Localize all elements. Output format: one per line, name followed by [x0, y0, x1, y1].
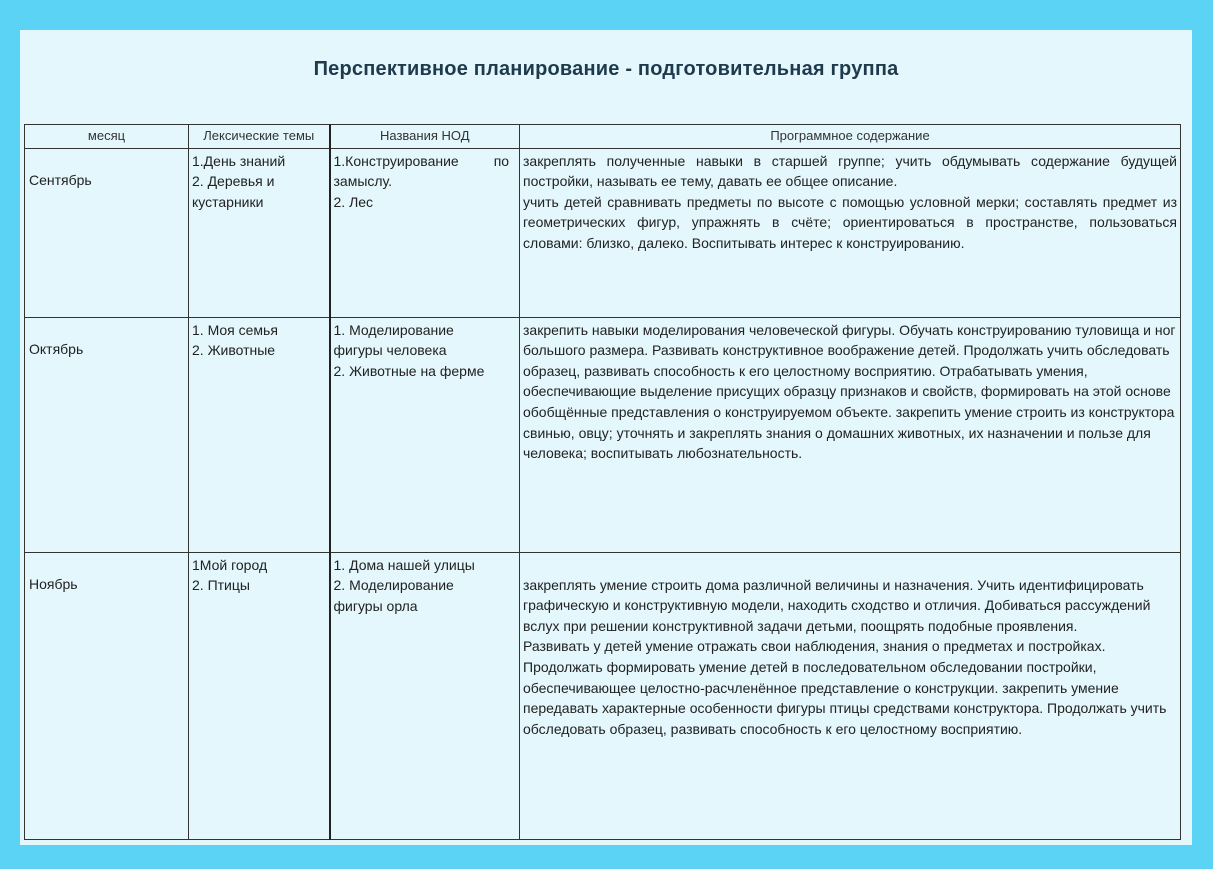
header-themes: Лексические темы — [189, 125, 330, 149]
content-paragraph: закреплять полученные навыки в старшей группе; учить обдумывать содержание будущей постройки, называть ее тему, давать ее общее описание. — [523, 152, 1177, 190]
nod-line: 2. Животные на ферме — [333, 362, 485, 379]
content-cell — [520, 317, 1181, 552]
nod-cell — [330, 148, 520, 317]
themes-cell — [189, 317, 330, 552]
table-row — [25, 317, 1181, 552]
page-title: Перспективное планирование - подготовительная группа — [313, 58, 899, 80]
nod-line: 2. Моделирование — [333, 577, 454, 594]
month-label: Сентябрь — [29, 171, 92, 188]
header-content: Программное содержание — [520, 125, 1181, 149]
nod-cell — [330, 552, 520, 839]
header-month: месяц — [25, 125, 189, 149]
theme-line: кустарники — [192, 193, 264, 210]
themes-cell — [189, 148, 330, 317]
nod-line: 1.Конструирование по — [333, 152, 510, 169]
month-label: Ноябрь — [29, 575, 78, 592]
theme-line: 2. Животные — [192, 342, 276, 359]
nod-line: замыслу. — [333, 173, 393, 190]
theme-line: 2. Птицы — [192, 577, 250, 594]
nod-cell — [330, 317, 520, 552]
content-cell — [520, 552, 1181, 839]
nod-line: 1. Моделирование — [333, 321, 454, 338]
content-paragraph: Развивать у детей умение отражать свои наблюдения, знания о предметах и постройках. Продолжать формировать умение детей в последовательном обследовании постройки, обеспечивающее целостно-расчленённое представление о конструкции. закрепить умение передавать характерные особенности фигуры птицы средствами конструктора. Продолжать учить обследовать образец, развивать способность к его целостному восприятию. — [523, 638, 1167, 737]
month-cell — [25, 148, 189, 317]
month-cell — [25, 552, 189, 839]
content-paragraph: закрепить навыки моделирования человеческой фигуры. Обучать конструированию туловища и ног большого размера. Развивать конструктивное воображение детей. Продолжать учить обследовать образец, развивать способность к его целостному восприятию. Отрабатывать умения, обеспечивающие выделение присущих образцу признаков и свойств, формировать на этой основе обобщённые представления о конструируемом объекте. закрепить умение строить из конструктора свинью, овцу; уточнять и закреплять знания о домашних животных, их назначении и пользе для человека; воспитывать любознательность. — [523, 321, 1176, 462]
content-paragraph: учить детей сравнивать предметы по высоте с помощью условной мерки; составлять предмет из геометрических фигур, упражнять в счёте; ориентироваться в пространстве, пользоваться словами: близко, далеко. Воспитывать интерес к конструированию. — [523, 193, 1177, 251]
header-nod: Названия НОД — [330, 125, 520, 149]
planning-sheet — [20, 30, 1192, 845]
nod-line: 1. Дома нашей улицы — [333, 556, 475, 573]
theme-line: 1Мой город — [192, 556, 268, 573]
table-header-row — [25, 125, 1181, 149]
month-label: Октябрь — [29, 340, 84, 357]
nod-line: фигуры человека — [333, 342, 447, 359]
theme-line: 1. Моя семья — [192, 321, 278, 338]
nod-line: фигуры орла — [333, 597, 418, 614]
content-cell — [520, 148, 1181, 317]
table-row — [25, 552, 1181, 839]
month-cell — [25, 317, 189, 552]
themes-cell — [189, 552, 330, 839]
theme-line: 2. Деревья и — [192, 173, 275, 190]
table-row — [25, 148, 1181, 317]
nod-line: 2. Лес — [333, 193, 374, 210]
theme-line: 1.День знаний — [192, 152, 286, 169]
content-paragraph: закреплять умение строить дома различной величины и назначения. Учить идентифицировать графическую и конструктивную модели, находить сходство и отличия. Добиваться рассуждений вслух при решении конструктивной задачи детьми, поощрять подобные проявления. — [523, 576, 1151, 634]
planning-table — [24, 124, 1181, 840]
